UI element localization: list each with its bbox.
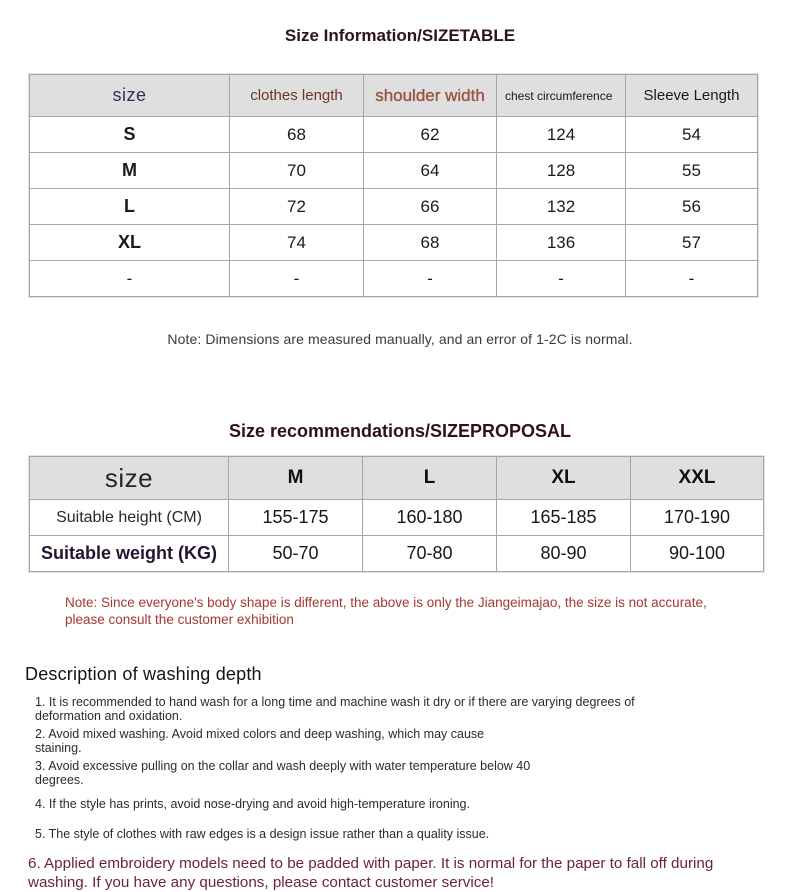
table-cell: 124 bbox=[497, 117, 626, 153]
recommendation-title: Size recommendations/SIZEPROPOSAL bbox=[228, 421, 572, 441]
recommendation-table bbox=[29, 456, 764, 572]
table-row-xl bbox=[30, 225, 758, 261]
corner-header-size: size bbox=[30, 457, 229, 500]
column-header-m: M bbox=[229, 457, 363, 500]
table-cell: 68 bbox=[364, 225, 497, 261]
table-cell: - bbox=[364, 261, 497, 297]
column-header-l: L bbox=[363, 457, 497, 500]
table-cell: 165-185 bbox=[497, 500, 631, 536]
column-header-xl: XL bbox=[497, 457, 631, 500]
table-cell: 64 bbox=[364, 153, 497, 189]
size-label: - bbox=[30, 261, 230, 297]
table-cell: - bbox=[626, 261, 758, 297]
table-cell: 50-70 bbox=[229, 536, 363, 572]
table-cell: 132 bbox=[497, 189, 626, 225]
washing-item-3: 3. Avoid excessive pulling on the collar and wash deeply with water temperature below 40 degrees. bbox=[35, 759, 531, 787]
row-label-height: Suitable height (CM) bbox=[30, 500, 229, 536]
table-cell: 54 bbox=[626, 117, 758, 153]
measurement-note: Note: Dimensions are measured manually, and an error of 1-2C is normal. bbox=[167, 331, 633, 347]
washing-item-4: 4. If the style has prints, avoid nose-drying and avoid high-temperature ironing. bbox=[35, 797, 470, 811]
table-cell: 57 bbox=[626, 225, 758, 261]
washing-item-5: 5. The style of clothes with raw edges is a design issue rather than a quality issue. bbox=[35, 827, 490, 841]
column-header-chest-circumference: chest circumference bbox=[497, 75, 626, 117]
size-table-title: Size Information/SIZETABLE bbox=[284, 26, 516, 45]
washing-section-heading: Description of washing depth bbox=[25, 664, 262, 684]
table-row-empty bbox=[30, 261, 758, 297]
size-table-header-row bbox=[30, 75, 758, 117]
size-table bbox=[29, 74, 758, 297]
table-cell: 74 bbox=[230, 225, 364, 261]
washing-item-2: 2. Avoid mixed washing. Avoid mixed colors and deep washing, which may cause staining. bbox=[35, 727, 485, 755]
size-label: S bbox=[30, 117, 230, 153]
table-row-s bbox=[30, 117, 758, 153]
column-header-xxl: XXL bbox=[631, 457, 764, 500]
table-cell: 62 bbox=[364, 117, 497, 153]
size-disclaimer-note: Note: Since everyone's body shape is different, the above is only the Jiangeimajao, the size is not accurate, please consult the customer exhibition bbox=[65, 595, 707, 627]
column-header-size: size bbox=[30, 75, 230, 117]
washing-instructions-list bbox=[28, 695, 800, 892]
suitable-weight-row bbox=[30, 536, 764, 572]
washing-item-6: 6. Applied embroidery models need to be padded with paper. It is normal for the paper to fall off during washing. If you have any questions, please contact customer service! bbox=[28, 855, 714, 891]
washing-item-1: 1. It is recommended to hand wash for a long time and machine wash it dry or if there are varying degrees of deformation and oxidation. bbox=[35, 695, 635, 723]
table-cell: 70-80 bbox=[363, 536, 497, 572]
column-header-shoulder-width: shoulder width bbox=[364, 75, 497, 117]
table-cell: 66 bbox=[364, 189, 497, 225]
table-cell: 136 bbox=[497, 225, 626, 261]
table-row-m bbox=[30, 153, 758, 189]
suitable-height-row bbox=[30, 500, 764, 536]
table-cell: - bbox=[230, 261, 364, 297]
table-cell: 90-100 bbox=[631, 536, 764, 572]
row-label-weight: Suitable weight (KG) bbox=[30, 536, 229, 572]
table-cell: 155-175 bbox=[229, 500, 363, 536]
column-header-clothes-length: clothes length bbox=[230, 75, 364, 117]
table-cell: 72 bbox=[230, 189, 364, 225]
table-cell: 160-180 bbox=[363, 500, 497, 536]
size-label: L bbox=[30, 189, 230, 225]
table-row-l bbox=[30, 189, 758, 225]
recommendation-header-row bbox=[30, 457, 764, 500]
table-cell: 170-190 bbox=[631, 500, 764, 536]
size-label: XL bbox=[30, 225, 230, 261]
table-cell: 70 bbox=[230, 153, 364, 189]
table-cell: 68 bbox=[230, 117, 364, 153]
size-label: M bbox=[30, 153, 230, 189]
table-cell: 80-90 bbox=[497, 536, 631, 572]
column-header-sleeve-length: Sleeve Length bbox=[626, 75, 758, 117]
table-cell: - bbox=[497, 261, 626, 297]
table-cell: 128 bbox=[497, 153, 626, 189]
table-cell: 56 bbox=[626, 189, 758, 225]
table-cell: 55 bbox=[626, 153, 758, 189]
